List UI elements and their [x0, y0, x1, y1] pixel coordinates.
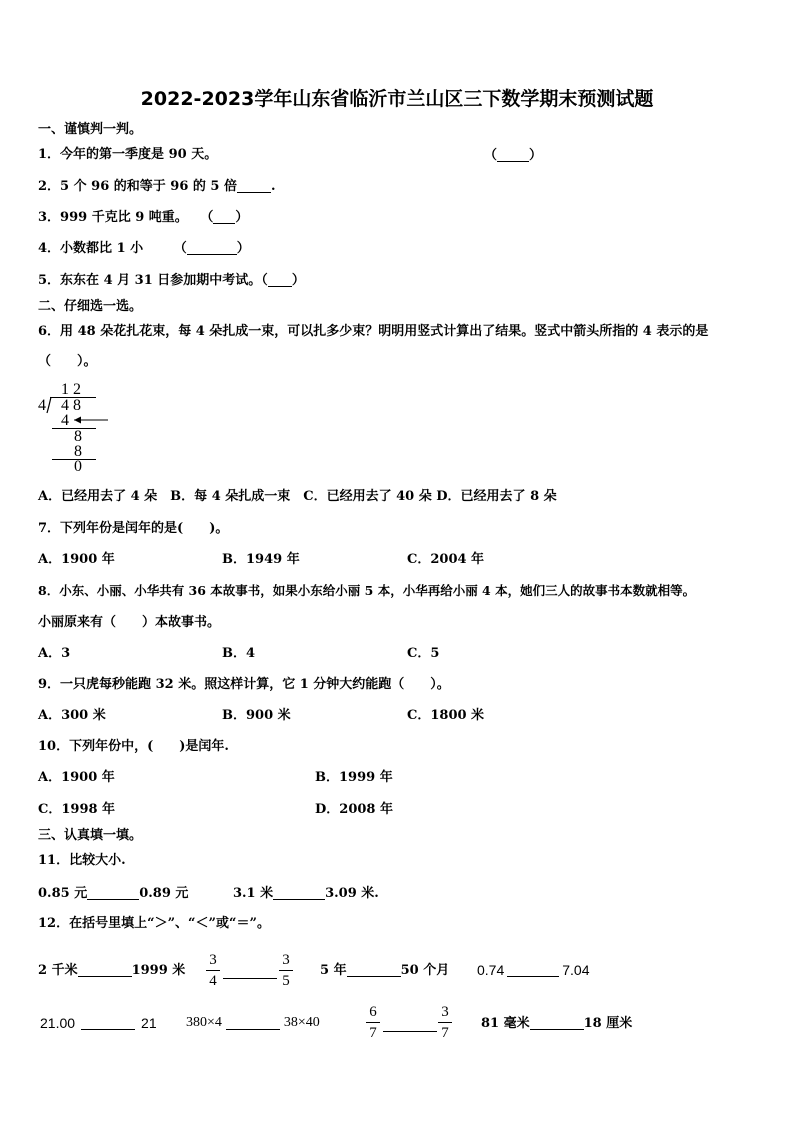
compare-left: 21.00	[40, 1015, 76, 1031]
question-10-option-a[interactable]: A．1900 年	[38, 770, 115, 785]
q12-r1-item-d	[477, 963, 590, 977]
compare-right: 7.04	[562, 962, 590, 978]
division-remainder: 0	[74, 458, 82, 475]
answer-blank[interactable]	[237, 179, 271, 193]
q12-r1-fraction-1	[206, 951, 220, 990]
denominator: 7	[441, 1025, 449, 1041]
question-10-option-c[interactable]: C．1998 年	[38, 802, 116, 817]
compare-left: 81 毫米	[481, 1016, 530, 1031]
numerator: 3	[282, 952, 290, 968]
question-11-row	[38, 886, 379, 900]
question-1	[38, 148, 217, 161]
question-9-option-b[interactable]: B．900 米	[222, 708, 291, 723]
division-step-2: 8	[74, 428, 82, 445]
q12-r2-fraction-2	[438, 1003, 452, 1042]
numerator: 3	[209, 952, 217, 968]
question-6-options[interactable]: A．已经用去了 4 朵 B．每 4 朵扎成一束 C．已经用去了 40 朵 D．已经用去了 8 朵	[38, 489, 557, 504]
question-1-answer-paren[interactable]	[484, 148, 542, 162]
section-heading-judge: 一、谨慎判一判。	[38, 122, 143, 137]
answer-blank[interactable]	[268, 273, 292, 287]
answer-blank[interactable]	[347, 963, 401, 977]
compare-right: 21	[141, 1015, 157, 1031]
question-10-option-b[interactable]: B．1999 年	[315, 770, 393, 785]
division-divisor: 4	[38, 397, 46, 414]
answer-blank[interactable]	[273, 886, 325, 900]
question-10-text: 10．下列年份中，( )是闰年.	[38, 739, 229, 754]
compare-left: 380×4	[186, 1015, 222, 1030]
answer-blank[interactable]	[226, 1016, 280, 1030]
question-2	[38, 179, 276, 193]
division-quotient: 1 2	[61, 381, 81, 398]
question-9-text: 9．一只虎每秒能跑 32 米。照这样计算，它 1 分钟大约能跑（ ）。	[38, 677, 450, 692]
q12-r1-fraction-2	[279, 951, 293, 990]
denominator: 4	[209, 973, 217, 989]
paren-left: （	[173, 241, 187, 256]
section-heading-choose: 二、仔细选一选。	[38, 299, 143, 314]
compare-left: 0.85 元	[38, 886, 88, 901]
question-7-text: 7．下列年份是闰年的是( )。	[38, 521, 229, 536]
question-3-text: 3．999 千克比 9 吨重。	[38, 210, 188, 225]
question-11-text: 11．比较大小.	[38, 853, 126, 868]
answer-blank[interactable]	[213, 210, 235, 224]
paren-left: （	[200, 210, 214, 225]
q12-r2-fraction-1	[366, 1003, 380, 1042]
question-6-line1: 6．用 48 朵花扎花束，每 4 朵扎成一束，可以扎多少束？明明用竖式计算出了结果。竖式中箭头所指的 4 表示的是	[38, 324, 709, 339]
compare-right: 0.89 元	[139, 886, 189, 901]
compare-right: 50 个月	[400, 963, 450, 978]
question-6-line2: （ ）。	[38, 354, 97, 369]
page-title: 2022-2023学年山东省临沂市兰山区三下数学期末预测试题	[140, 88, 654, 110]
answer-blank[interactable]	[78, 963, 132, 977]
denominator: 5	[282, 973, 290, 989]
numerator: 3	[441, 1004, 449, 1020]
question-2-text: 2．5 个 96 的和等于 96 的 5 倍	[38, 179, 237, 194]
question-7-option-a[interactable]: A．1900 年	[38, 552, 115, 567]
question-3	[38, 210, 248, 224]
answer-blank[interactable]	[87, 886, 139, 900]
compare-right: 1999 米	[131, 963, 186, 978]
q12-r1-item-a	[38, 963, 185, 977]
numerator: 6	[369, 1004, 377, 1020]
paren-right: ）	[529, 148, 543, 163]
paren-left: （	[261, 273, 268, 288]
question-2-end: .	[271, 179, 276, 194]
answer-blank[interactable]	[187, 241, 237, 255]
q12-r2-item-b	[186, 1016, 320, 1030]
denominator: 7	[369, 1025, 377, 1041]
question-4-text: 4．小数都比 1 小	[38, 241, 144, 256]
question-9-option-a[interactable]: A．300 米	[38, 708, 106, 723]
division-bracket	[46, 396, 56, 414]
answer-blank[interactable]	[530, 1016, 584, 1030]
question-4-answer-paren[interactable]	[174, 241, 250, 256]
question-1-text: 1．今年的第一季度是 90 天。	[38, 147, 218, 162]
question-4	[38, 241, 250, 255]
question-5	[38, 273, 305, 287]
answer-blank[interactable]	[507, 963, 559, 977]
question-7-option-b[interactable]: B．1949 年	[222, 552, 300, 567]
compare-right: 38×40	[283, 1015, 320, 1030]
question-5-answer-paren[interactable]	[261, 273, 305, 288]
division-step-1: 4	[61, 412, 69, 429]
answer-blank[interactable]	[383, 1018, 437, 1032]
question-9-option-c[interactable]: C．1800 米	[407, 708, 485, 723]
q12-r1-item-c	[320, 963, 449, 977]
division-dividend: 4 8	[61, 397, 81, 414]
answer-blank[interactable]	[497, 148, 529, 162]
compare-right: 3.09 米.	[325, 886, 379, 901]
arrow-left-icon	[72, 415, 110, 425]
paren-right: ）	[235, 210, 249, 225]
question-8-line1: 8．小东、小丽、小华共有 36 本故事书，如果小东给小丽 5 本，小华再给小丽 4 本，她们三人的故事书本数就相等。	[38, 583, 696, 598]
question-8-line2: 小丽原来有（ ）本故事书。	[38, 615, 221, 630]
question-8-option-a[interactable]: A．3	[38, 646, 71, 661]
question-10-option-d[interactable]: D．2008 年	[315, 802, 393, 817]
question-5-text: 5．东东在 4 月 31 日参加期中考试。	[38, 273, 262, 288]
division-step-3: 8	[74, 443, 82, 460]
question-8-option-b[interactable]: B．4	[222, 646, 256, 661]
q12-r2-item-d	[481, 1016, 632, 1030]
paren-right: ）	[236, 241, 250, 256]
question-8-option-c[interactable]: C．5	[407, 646, 440, 661]
compare-left: 2 千米	[38, 963, 78, 978]
compare-left: 0.74	[477, 962, 505, 978]
paren-right: ）	[291, 273, 305, 288]
compare-right: 18 厘米	[583, 1016, 633, 1031]
q12-r2-item-a	[40, 1016, 157, 1030]
answer-blank[interactable]	[223, 965, 277, 979]
answer-blank[interactable]	[81, 1016, 135, 1030]
paren-left: （	[484, 148, 498, 163]
section-heading-fill: 三、认真填一填。	[38, 828, 143, 843]
question-7-option-c[interactable]: C．2004 年	[407, 552, 485, 567]
compare-left: 3.1 米	[232, 886, 274, 901]
question-3-answer-paren[interactable]	[200, 210, 248, 225]
compare-left: 5 年	[320, 963, 347, 978]
question-12-text: 12．在括号里填上“＞”、“＜”或“＝”。	[38, 916, 270, 931]
